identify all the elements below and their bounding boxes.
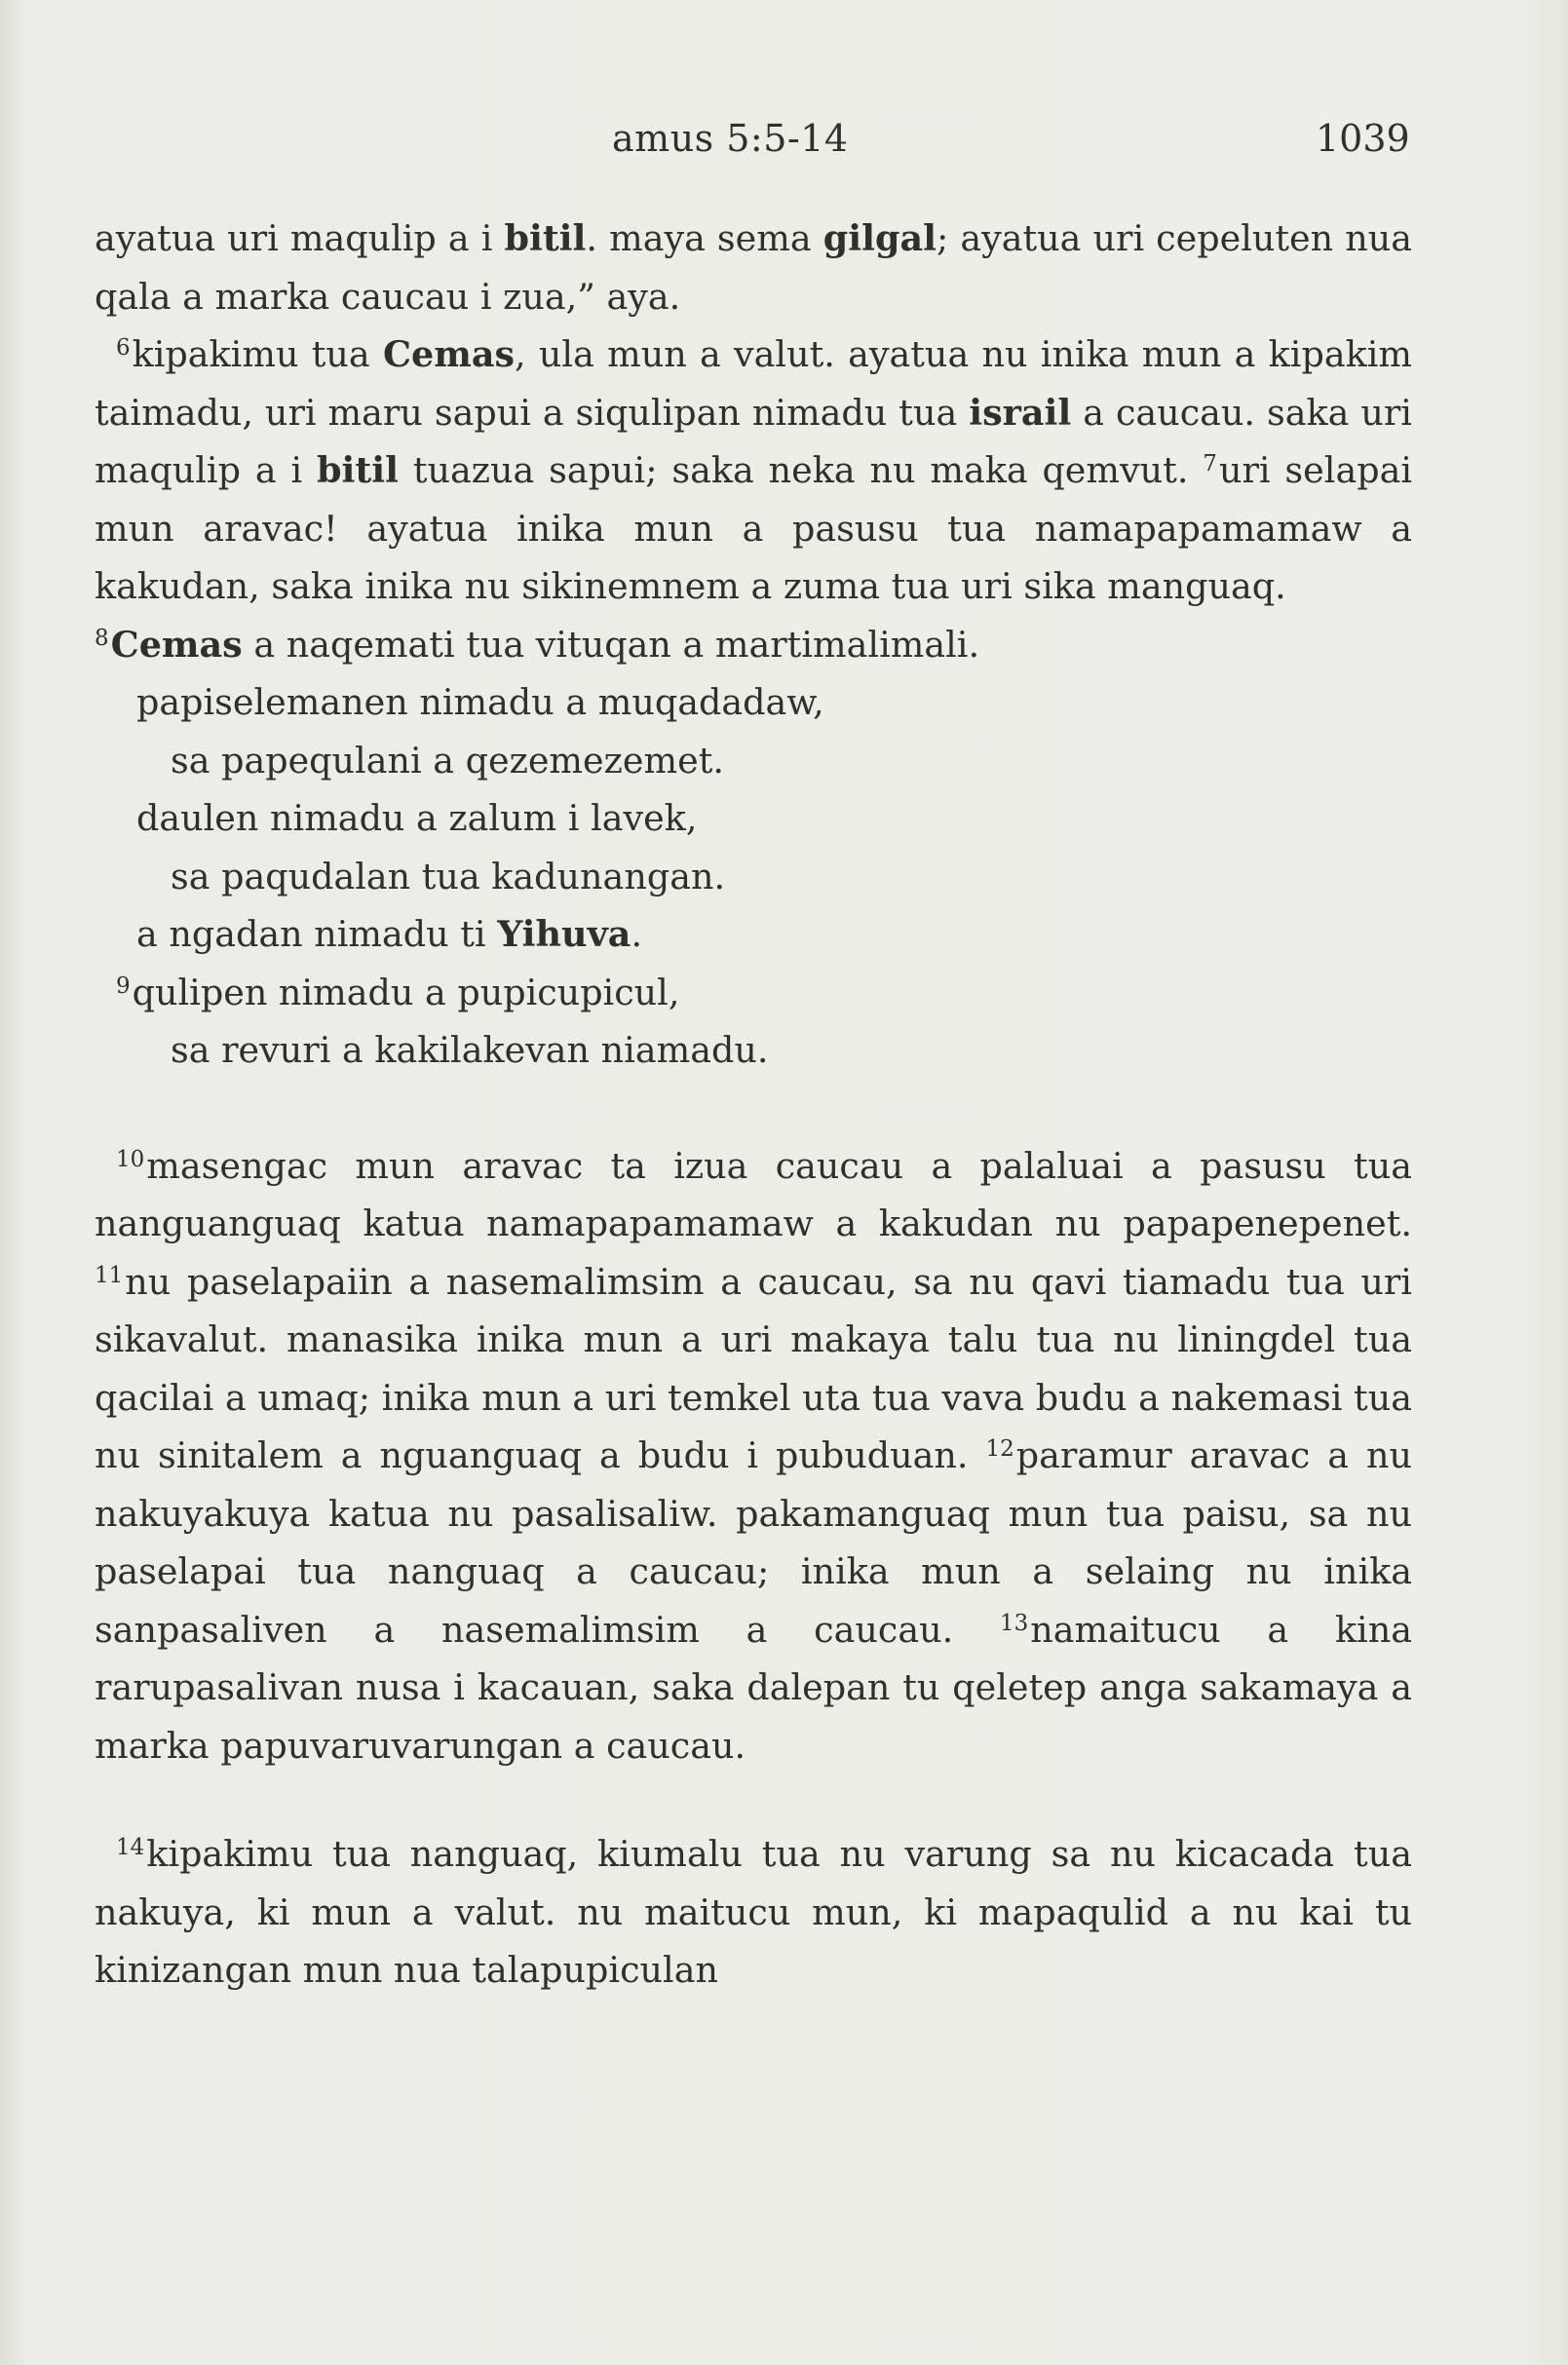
paragraph-verse-14: $^{14}$kipakimu tua nanguaq, kiumalu tua nu varung sa nu kicacada tua nakuya, ki mun a valut. nu maitucu mun, ki mapaqulid a nu kai tu kinizangan mun nua talapupiculan xyxy=(95,1833,1412,1991)
poem-line: papiselemanen nimadu a muqadadaw, xyxy=(136,681,824,723)
verse-number: 13 xyxy=(999,1610,1029,1636)
poem-verse-8 xyxy=(95,616,1412,1080)
poem-line: a ngadan nimadu ti Yihuva. xyxy=(136,913,643,955)
poem-line: sa paqudalan tua kadunangan. xyxy=(171,855,726,897)
verse-number: 14 xyxy=(116,1835,145,1860)
verse-number: 7 xyxy=(1203,451,1217,477)
verse-number: 8 xyxy=(95,625,109,651)
page-header xyxy=(0,109,1568,168)
verse-number: 10 xyxy=(116,1146,145,1172)
paragraph-verse-5-end: ayatua uri maqulip a i bitil. maya sema gilgal; ayatua uri cepeluten nua qala a marka caucau i zua,” aya. xyxy=(95,217,1412,318)
verse-number: 9 xyxy=(116,973,131,999)
page-body xyxy=(95,210,1412,2000)
running-head: amus 5:5-14 xyxy=(612,117,849,160)
poem-line: sa papequlani a qezemezemet. xyxy=(171,739,724,782)
verse-number: 6 xyxy=(116,335,131,361)
page-number: 1039 xyxy=(1316,117,1410,160)
paragraph-verse-10-13: $^{10}$masengac mun aravac ta izua caucau a palaluai a pasusu tua nanguanguaq katua namapapamamaw a kakudan nu papapenepenet. $^{11}$nu paselapaiin a nasemalimsim a caucau, sa nu qavi tiamadu tua uri sikavalut. manasika inika mun a uri makaya talu tua nu liningdel tua qacilai a umaq; inika mun a uri temkel uta tua vava budu a nakemasi tua nu sinitalem a nguanguaq a budu i pubuduan. $^{12}$paramur aravac a nu nakuyakuya katua nu pasalisaliw. pakamanguaq mun tua paisu, sa nu paselapai tua nanguaq a caucau; inika mun a selaing nu inika sanpasaliven a nasemalimsim a caucau. $^{13}$namaitucu a kina rarupasalivan nusa i kacauan, saka dalepan tu qeletep anga sakamaya a marka papuvaruvarungan a caucau. xyxy=(95,1144,1413,1767)
poem-line: sa revuri a kakilakevan niamadu. xyxy=(171,1029,769,1071)
paragraph-verse-6-7: $^6$kipakimu tua Cemas, ula mun a valut. ayatua nu inika mun a kipakim taimadu, uri maru sapui a siqulipan nimadu tua israil a caucau. saka uri maqulip a i bitil tuazua sapui; saka neka nu maka qemvut. $^7$uri selapai mun aravac! ayatua inika mun a pasusu tua namapapamamaw a kakudan, saka inika nu sikinemnem a zuma tua uri sika manguaq. xyxy=(95,333,1412,607)
verse-number: 12 xyxy=(985,1436,1014,1462)
poem-line: daulen nimadu a zalum i lavek, xyxy=(136,797,698,839)
poem-line: $^9$qulipen nimadu a pupicupicul, xyxy=(116,971,680,1013)
poem-line: $^8$Cemas a naqemati tua vituqan a martimalimali. xyxy=(95,623,980,666)
verse-number: 11 xyxy=(95,1262,124,1288)
